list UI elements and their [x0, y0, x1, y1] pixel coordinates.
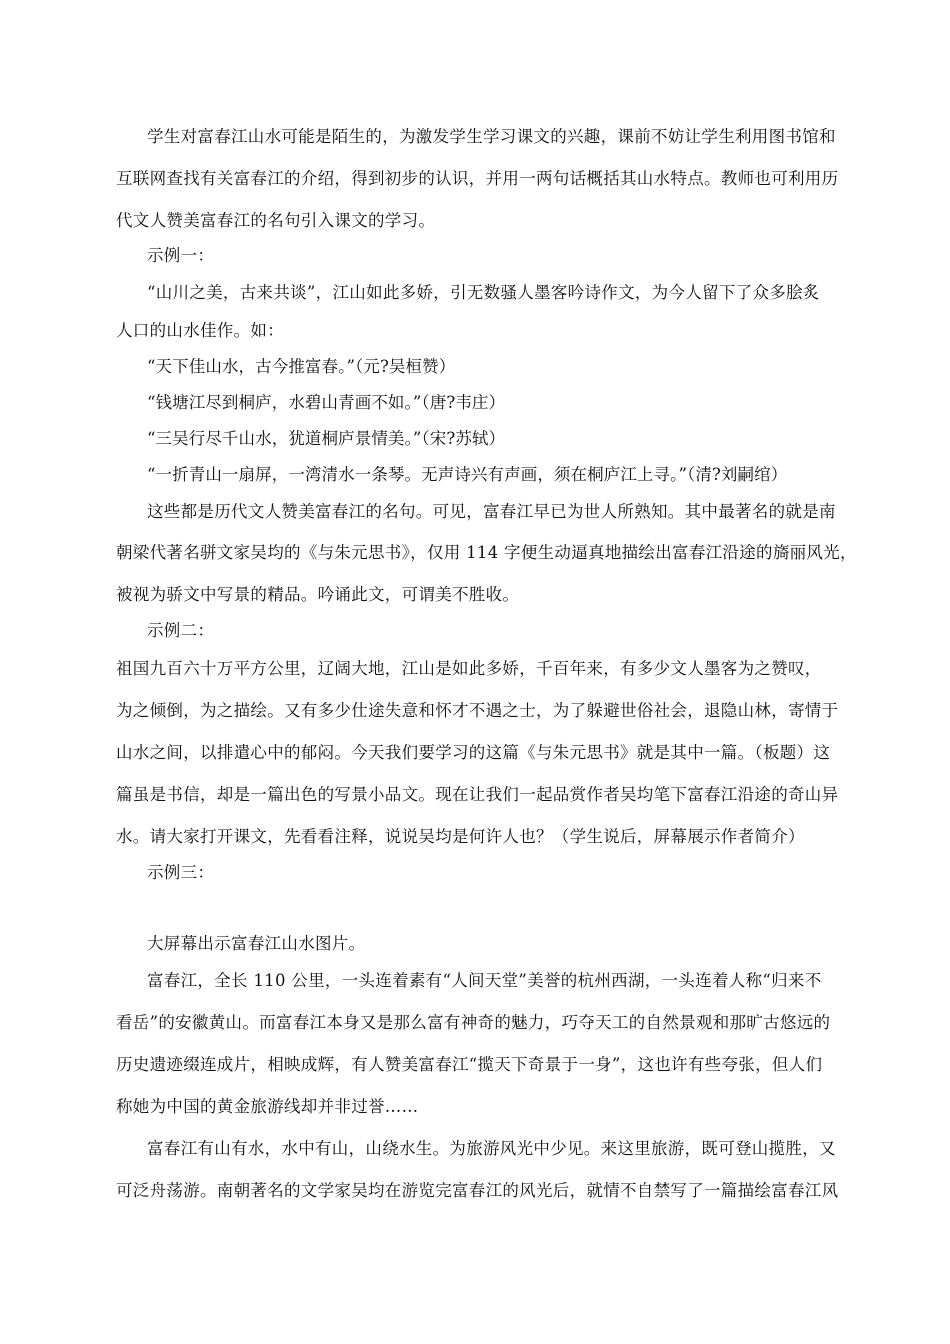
paragraph-line: 称她为中国的黄金旅游线却并非过誉…… — [116, 1097, 419, 1116]
paragraph-line: 富春江有山有水，水中有山，山绕水生。为旅游风光中少见。来这里旅游，既可登山揽胜，又 — [147, 1139, 836, 1158]
paragraph-line: 祖国九百六十万平方公里，辽阔大地，江山是如此多娇，千百年来，有多少文人墨客为之赞叹， — [116, 659, 822, 678]
example-heading: 示例一： — [147, 246, 215, 265]
paragraph-line: 大屏幕出示富春江山水图片。 — [147, 934, 366, 953]
paragraph-line: 学生对富春江山水可能是陌生的，为激发学生学习课文的兴趣，课前不妨让学生利用图书馆和 — [147, 127, 836, 146]
paragraph-line: 朝梁代著名骈文家吴均的《与朱元思书》，仅用 114 字便生动逼真地描绘出富春江沿途的旖丽风光， — [116, 543, 857, 562]
paragraph-line: 可泛舟荡游。南朝著名的文学家吴均在游览完富春江的风光后，就情不自禁写了一篇描绘富春江风 — [116, 1181, 839, 1200]
paragraph-line: 历史遗迹缀连成片，相映成辉，有人赞美富春江“揽天下奇景于一身”，这也许有些夸张，但人们 — [116, 1055, 823, 1074]
paragraph-line: 这些都是历代文人赞美富春江的名句。可见，富春江早已为世人所熟知。其中最著名的就是南 — [147, 502, 836, 521]
paragraph-line: 水。请大家打开课文，先看看注释，说说吴均是何许人也？（学生说后，屏幕展示作者简介） — [116, 827, 805, 846]
example-heading: 示例二： — [147, 621, 215, 640]
poem-quote: “天下佳山水，古今推富春。”（元?吴桓赞） — [147, 357, 456, 376]
paragraph-line: 代文人赞美富春江的名句引入课文的学习。 — [116, 211, 436, 230]
poem-quote: “钱塘江尽到桐庐，水碧山青画不如。”（唐?韦庄） — [147, 393, 506, 412]
paragraph-line: 富春江，全长 110 公里，一头连着素有“人间天堂”美誉的杭州西湖，一头连着人称“归来不 — [147, 971, 822, 990]
paragraph-line: 看岳”的安徽黄山。而富春江本身又是那么富有神奇的魅力，巧夺天工的自然景观和那旷古悠远的 — [116, 1013, 831, 1032]
example-heading: 示例三： — [147, 863, 215, 882]
poem-quote: “一折青山一扇屏，一湾清水一条琴。无声诗兴有声画，须在桐庐江上寻。”（清?刘嗣绾） — [147, 465, 788, 484]
paragraph-line: 人口的山水佳作。如： — [116, 321, 284, 340]
paragraph-line: “山川之美，古来共谈”，江山如此多娇，引无数骚人墨客吟诗作文，为今人留下了众多脍炙 — [147, 283, 820, 302]
paragraph-line: 篇虽是书信，却是一篇出色的写景小品文。现在让我们一起品赏作者吴均笔下富春江沿途的奇山异 — [116, 785, 839, 804]
paragraph-line: 为之倾倒，为之描绘。又有多少仕途失意和怀才不遇之士，为了躲避世俗社会，退隐山林，寄情于 — [116, 701, 839, 720]
paragraph-line: 互联网查找有关富春江的介绍，得到初步的认识，并用一两句话概括其山水特点。教师也可利用历 — [116, 169, 839, 188]
paragraph-line: 山水之间，以排遣心中的郁闷。今天我们要学习的这篇《与朱元思书》就是其中一篇。（板题）这 — [116, 743, 831, 762]
poem-quote: “三吴行尽千山水，犹道桐庐景情美。”（宋?苏轼） — [147, 429, 506, 448]
paragraph-line: 被视为骄文中写景的精品。吟诵此文，可谓美不胜收。 — [116, 585, 520, 604]
